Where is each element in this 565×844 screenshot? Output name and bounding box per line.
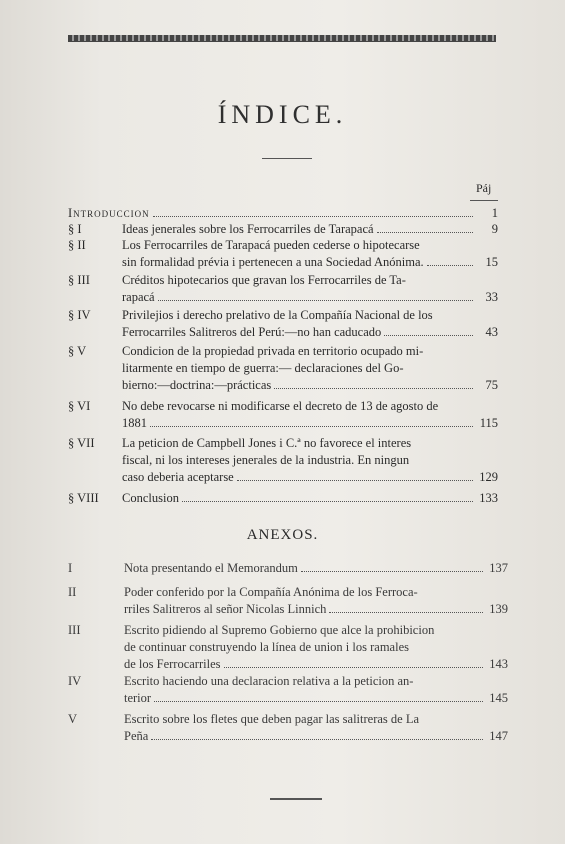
anexo-entry-page-number: 145 xyxy=(489,691,508,705)
toc-entry-text: litarmente en tiempo de guerra:— declaraciones del Go- xyxy=(122,361,404,375)
anexo-entry-text: terior xyxy=(124,691,152,705)
anexo-entry-page-number: 143 xyxy=(489,657,508,671)
page-column-label: Páj xyxy=(476,181,492,195)
toc-entry-text: La peticion de Campbell Jones i C.ª no favorece el interes xyxy=(122,436,412,450)
leader-dots xyxy=(427,264,473,266)
anexo-entry-text: rriles Salitreros al señor Nicolas Linnich xyxy=(124,602,327,616)
leader-dots xyxy=(158,299,473,301)
top-ornamental-rule xyxy=(68,35,496,42)
anexo-entry-text: Escrito haciendo una declaracion relativa a la peticion an- xyxy=(124,674,414,688)
toc-entry-text: Conclusion xyxy=(122,491,179,505)
toc-entry-text: Ideas jenerales sobre los Ferrocarriles de Tarapacá xyxy=(122,222,374,236)
anexo-entry-section-number: IV xyxy=(68,674,82,688)
toc-entry-text: fiscal, ni los intereses jenerales de la industria. En ningun xyxy=(122,453,410,467)
leader-dots xyxy=(151,738,483,740)
toc-entry-page-number: 75 xyxy=(485,378,498,392)
anexo-entry-text: Escrito pidiendo al Supremo Gobierno que alce la prohibicion xyxy=(124,623,435,637)
toc-entry-page-number: 133 xyxy=(479,491,498,505)
anexo-entry-text: Poder conferido por la Compañía Anónima de los Ferroca- xyxy=(124,585,418,599)
leader-dots xyxy=(182,500,473,502)
bottom-divider xyxy=(270,798,322,800)
toc-entry-text: No debe revocarse ni modificarse el decreto de 13 de agosto de xyxy=(122,399,439,413)
anexo-entry-text: Escrito sobre los fletes que deben pagar las salitreras de La xyxy=(124,712,420,726)
anexo-entry-text: de continuar construyendo la línea de union i los ramales xyxy=(124,640,409,654)
anexo-entry-text: Nota presentando el Memorandum xyxy=(124,561,298,575)
toc-entry-text: Créditos hipotecarios que gravan los Ferrocarriles de Ta- xyxy=(122,273,406,287)
toc-intro-label: Introduccion xyxy=(68,206,150,220)
toc-intro-row xyxy=(68,205,498,222)
toc-entry-text: rapacá xyxy=(122,290,155,304)
toc-entry-section-number: § V xyxy=(68,344,87,358)
toc-entry-page-number: 43 xyxy=(485,325,498,339)
leader-dots xyxy=(274,387,473,389)
toc-entry-text: Ferrocarriles Salitreros del Perú:—no han caducado xyxy=(122,325,382,339)
toc-intro-page: 1 xyxy=(491,206,498,220)
anexo-entry-section-number: III xyxy=(68,623,81,637)
toc-entry-text: 1881 xyxy=(122,416,147,430)
toc-entry-page-number: 9 xyxy=(491,222,498,236)
toc-entry-section-number: § VII xyxy=(68,436,95,450)
leader-dots xyxy=(237,479,473,481)
toc-entry-section-number: § II xyxy=(68,238,86,252)
toc-entry-section-number: § IV xyxy=(68,308,91,322)
title-divider xyxy=(262,158,312,159)
anexo-entry-page-number: 147 xyxy=(489,729,508,743)
leader-dots xyxy=(384,334,473,336)
anexo-entry-page-number: 137 xyxy=(489,561,508,575)
toc-entry-section-number: § VI xyxy=(68,399,91,413)
toc-entry-page-number: 15 xyxy=(485,255,498,269)
toc-entry-text: Condicion de la propiedad privada en territorio ocupado mi- xyxy=(122,344,424,358)
page-title: ÍNDICE. xyxy=(217,100,348,129)
toc-entry-section-number: § I xyxy=(68,222,82,236)
toc-entry-page-number: 33 xyxy=(485,290,498,304)
toc-entry-section-number: § VIII xyxy=(68,491,99,505)
leader-dots xyxy=(377,231,473,233)
toc-entry-text: Privilejios i derecho prelativo de la Compañía Nacional de los xyxy=(122,308,433,322)
anexo-entry-text: Peña xyxy=(124,729,149,743)
anexo-entry-text: de los Ferrocarriles xyxy=(124,657,221,671)
toc-entry-page-number: 129 xyxy=(479,470,498,484)
leader-dots xyxy=(329,611,483,613)
toc-entry-text: Los Ferrocarriles de Tarapacá pueden cederse o hipotecarse xyxy=(122,238,420,252)
anexo-entry-section-number: II xyxy=(68,585,77,599)
toc-entry-text: bierno:—doctrina:—prácticas xyxy=(122,378,272,392)
toc-entry-page-number: 115 xyxy=(479,416,498,430)
leader-dots xyxy=(150,425,473,427)
page-column-rule xyxy=(470,200,498,201)
leader-dots xyxy=(153,215,473,217)
anexo-entry-page-number: 139 xyxy=(489,602,508,616)
toc-entry-text: sin formalidad prévia i pertenecen a una Sociedad Anónima. xyxy=(122,255,424,269)
leader-dots xyxy=(224,666,484,668)
anexo-entry-section-number: I xyxy=(68,561,73,575)
leader-dots xyxy=(154,700,483,702)
anexo-entry-section-number: V xyxy=(68,712,78,726)
toc-entry-text: caso deberia aceptarse xyxy=(122,470,234,484)
anexos-heading: ANEXOS. xyxy=(246,527,319,543)
leader-dots xyxy=(301,570,483,572)
toc-entry-section-number: § III xyxy=(68,273,90,287)
